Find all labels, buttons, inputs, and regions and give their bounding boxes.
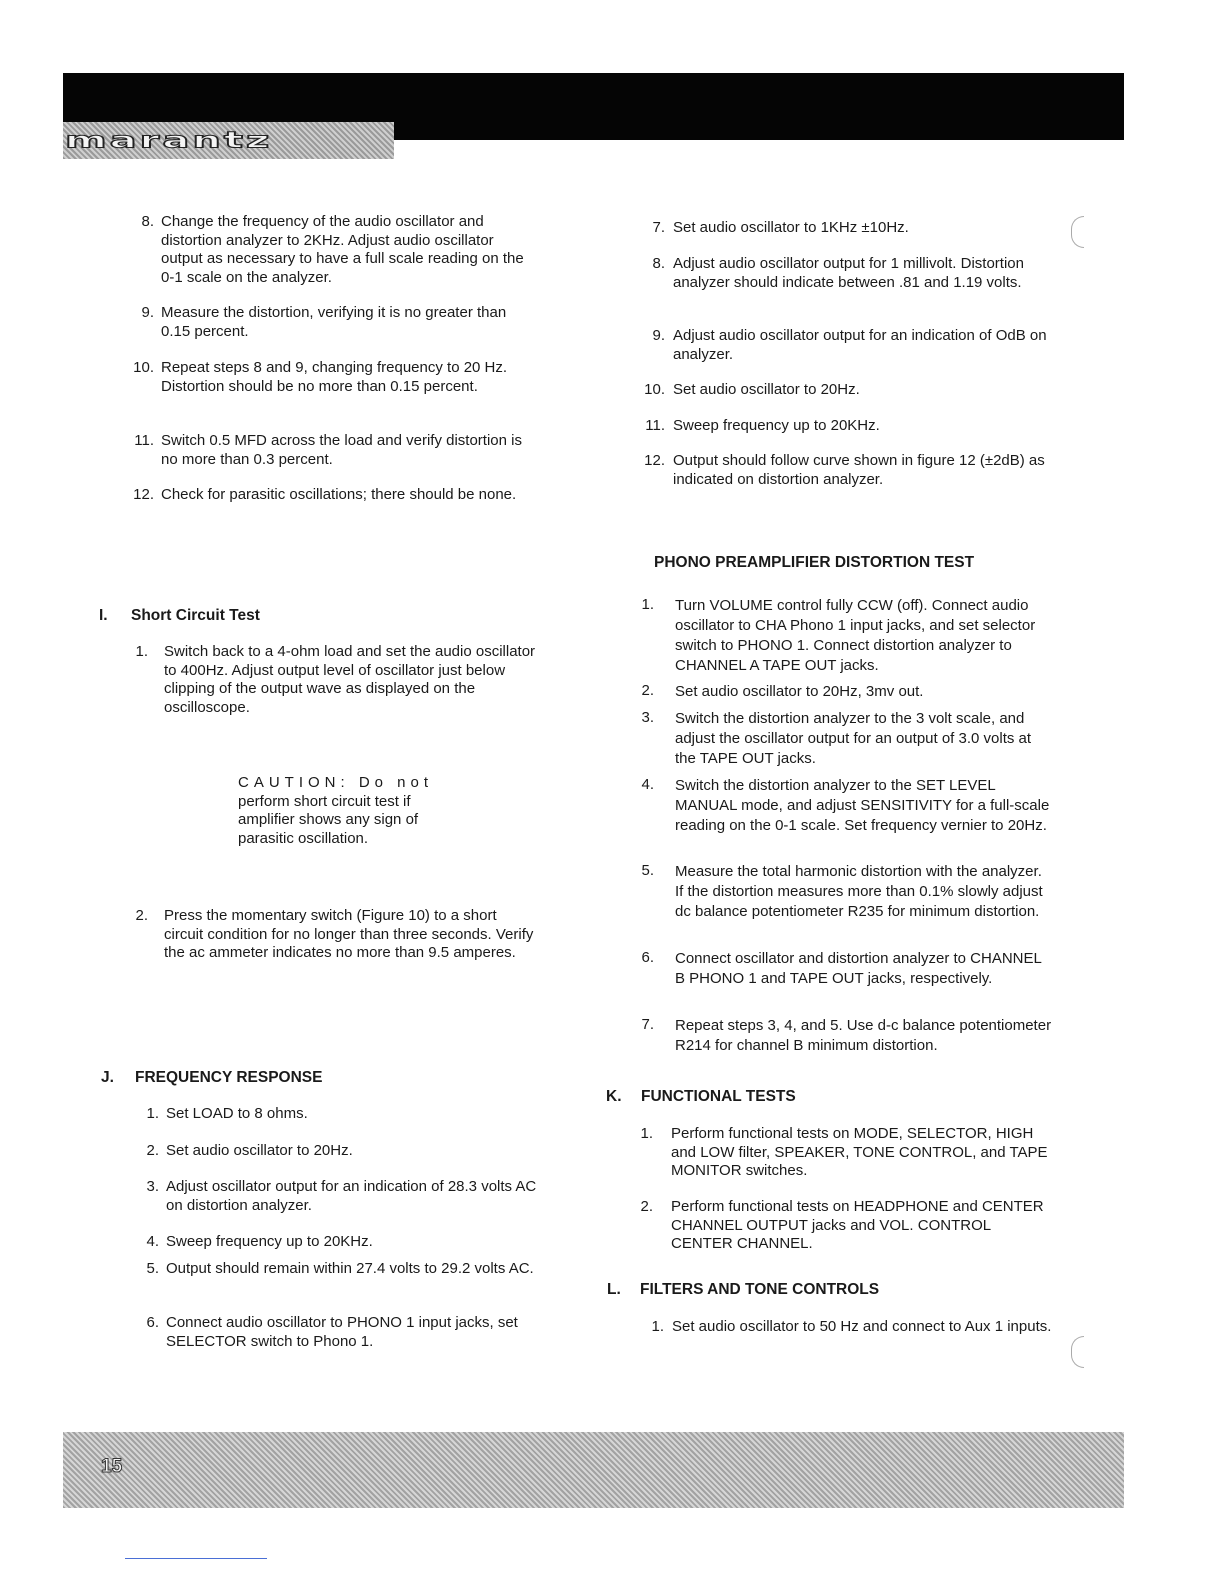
binding-mark [1071, 216, 1084, 248]
section-letter: K. [606, 1088, 622, 1105]
section-heading: FUNCTIONAL TESTS [641, 1088, 796, 1105]
footer-bar [63, 1432, 1124, 1508]
binding-mark [1071, 1336, 1084, 1368]
section-letter: I. [99, 607, 108, 624]
page-number: 15 [101, 1456, 123, 1477]
caution-text: perform short circuit test if amplifier shows any sign of parasitic oscillation. [238, 792, 419, 847]
brand-logo: marantz [65, 127, 273, 153]
section-heading: FILTERS AND TONE CONTROLS [640, 1281, 880, 1298]
section-heading: PHONO PREAMPLIFIER DISTORTION TEST [654, 554, 975, 571]
caution-label: CAUTION: Do not [238, 774, 434, 791]
footer-rule [125, 1558, 267, 1559]
section-heading: FREQUENCY RESPONSE [135, 1069, 323, 1086]
caution-note [238, 774, 458, 848]
brand-strip [63, 122, 394, 159]
section-heading: Short Circuit Test [131, 607, 260, 624]
section-letter: J. [101, 1069, 114, 1086]
section-letter: L. [607, 1281, 621, 1298]
